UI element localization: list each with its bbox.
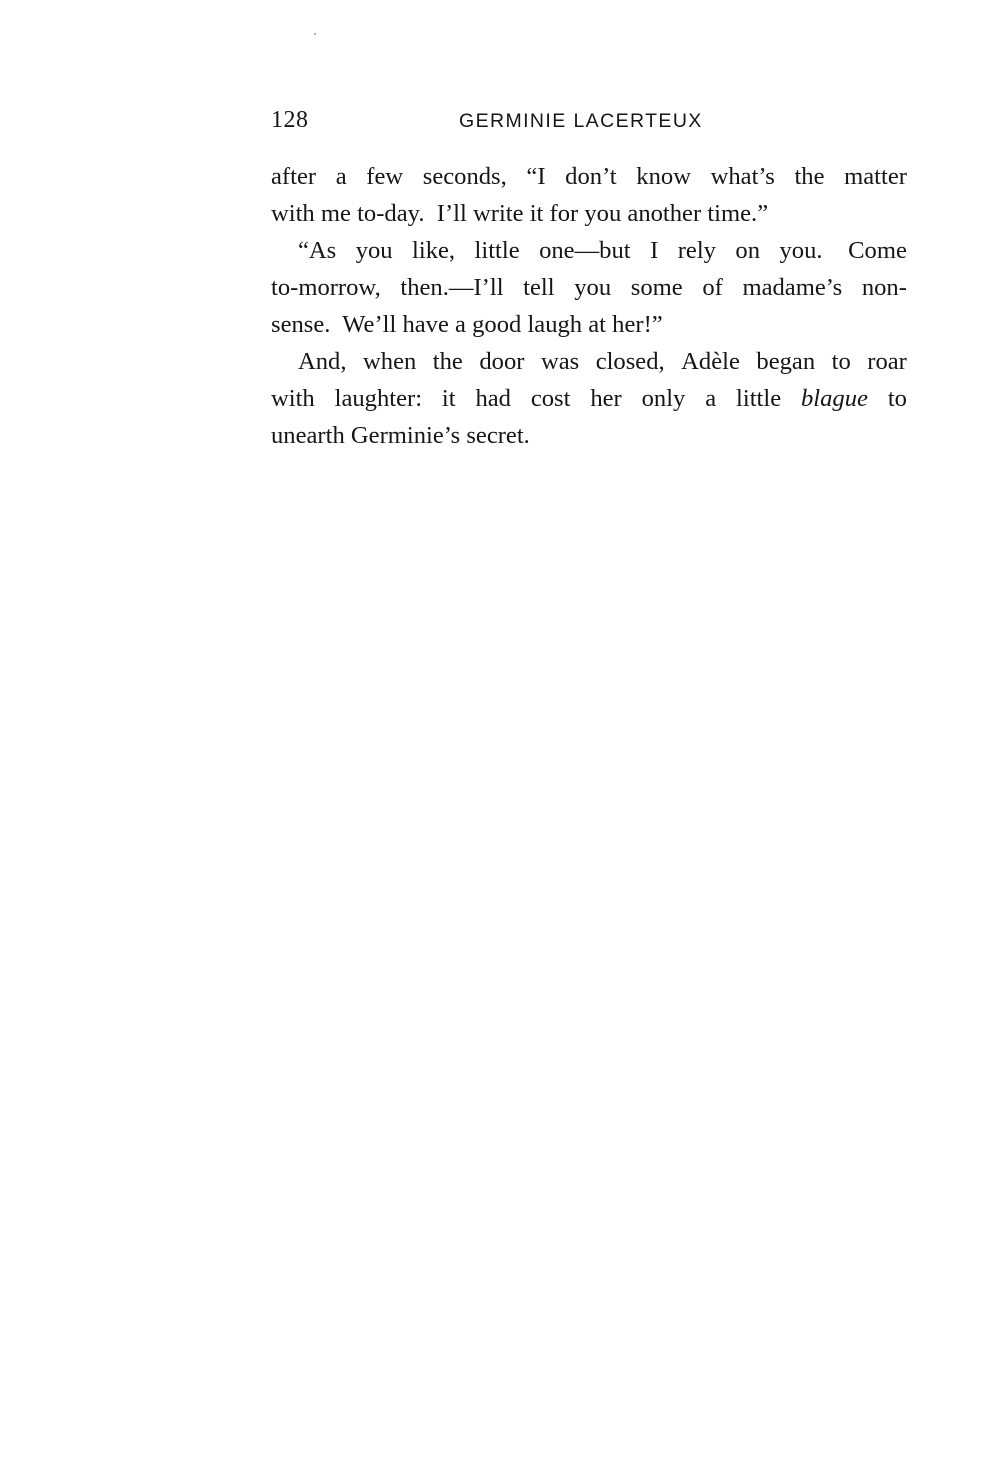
word: at xyxy=(588,311,607,338)
word: laughter: xyxy=(334,385,423,412)
word: you. xyxy=(779,237,823,264)
word: know xyxy=(636,163,691,190)
word: “I xyxy=(526,163,546,190)
word: like, xyxy=(412,237,456,264)
word: with xyxy=(271,385,315,412)
word: roar xyxy=(867,348,907,375)
word: little xyxy=(736,385,782,412)
word: laugh xyxy=(527,311,583,338)
word: matter xyxy=(844,163,907,190)
word: unearth xyxy=(271,422,345,449)
word: cost xyxy=(530,385,571,412)
word: “As xyxy=(298,237,337,264)
word: you xyxy=(355,237,393,264)
word: had xyxy=(475,385,511,412)
word: then.—I’ll xyxy=(400,274,504,301)
word: have xyxy=(402,311,449,338)
word: I xyxy=(650,237,659,264)
word: write xyxy=(473,200,524,227)
word: you xyxy=(584,200,622,227)
word: began xyxy=(756,348,816,375)
word: on xyxy=(735,237,761,264)
word: tell xyxy=(523,274,555,301)
word: some xyxy=(630,274,683,301)
italic-word: blague xyxy=(801,385,868,412)
word: seconds, xyxy=(422,163,507,190)
word: closed, xyxy=(595,348,665,375)
word: when xyxy=(363,348,417,375)
text-line xyxy=(271,306,907,343)
word: Adèle xyxy=(681,348,740,375)
word: door xyxy=(479,348,525,375)
word: her!” xyxy=(612,311,663,338)
word: it xyxy=(441,385,456,412)
running-head xyxy=(271,104,907,138)
page-number: 128 xyxy=(271,107,309,133)
word: good xyxy=(472,311,522,338)
word: with xyxy=(271,200,315,227)
text-line xyxy=(271,269,907,306)
word: her xyxy=(590,385,622,412)
word: for xyxy=(549,200,579,227)
word: time.” xyxy=(707,200,769,227)
word: little xyxy=(474,237,520,264)
word: And, xyxy=(298,348,347,375)
scan-speck xyxy=(314,33,316,35)
word: to-morrow, xyxy=(271,274,381,301)
running-title: GERMINIE LACERTEUX xyxy=(459,110,703,132)
word: the xyxy=(794,163,825,190)
word: rely xyxy=(677,237,716,264)
word: another xyxy=(627,200,702,227)
word: you xyxy=(574,274,612,301)
word: to-day. xyxy=(357,200,425,227)
word: Germinie’s xyxy=(350,422,461,449)
text-line xyxy=(271,158,907,195)
word: a xyxy=(455,311,466,338)
word: non- xyxy=(861,274,907,301)
text-line xyxy=(271,232,907,269)
word: a xyxy=(335,163,347,190)
word: only xyxy=(641,385,686,412)
text-line xyxy=(271,343,907,380)
text-line xyxy=(271,195,907,232)
word: the xyxy=(432,348,463,375)
word: was xyxy=(540,348,580,375)
word: don’t xyxy=(565,163,617,190)
word: Come xyxy=(841,237,907,264)
word: madame’s xyxy=(742,274,843,301)
word: few xyxy=(366,163,404,190)
word: of xyxy=(702,274,723,301)
word: what’s xyxy=(710,163,775,190)
word: it xyxy=(529,200,544,227)
word: secret. xyxy=(466,422,530,449)
text-line xyxy=(271,380,907,417)
word: sense. xyxy=(271,311,331,338)
word: to xyxy=(831,348,851,375)
word: I’ll xyxy=(430,200,467,227)
word: one—but xyxy=(539,237,631,264)
word: me xyxy=(320,200,351,227)
word: a xyxy=(705,385,717,412)
text-line xyxy=(271,417,907,454)
body-text xyxy=(271,158,907,454)
word: after xyxy=(271,163,317,190)
word: to xyxy=(887,385,907,412)
word: We’ll xyxy=(336,311,397,338)
